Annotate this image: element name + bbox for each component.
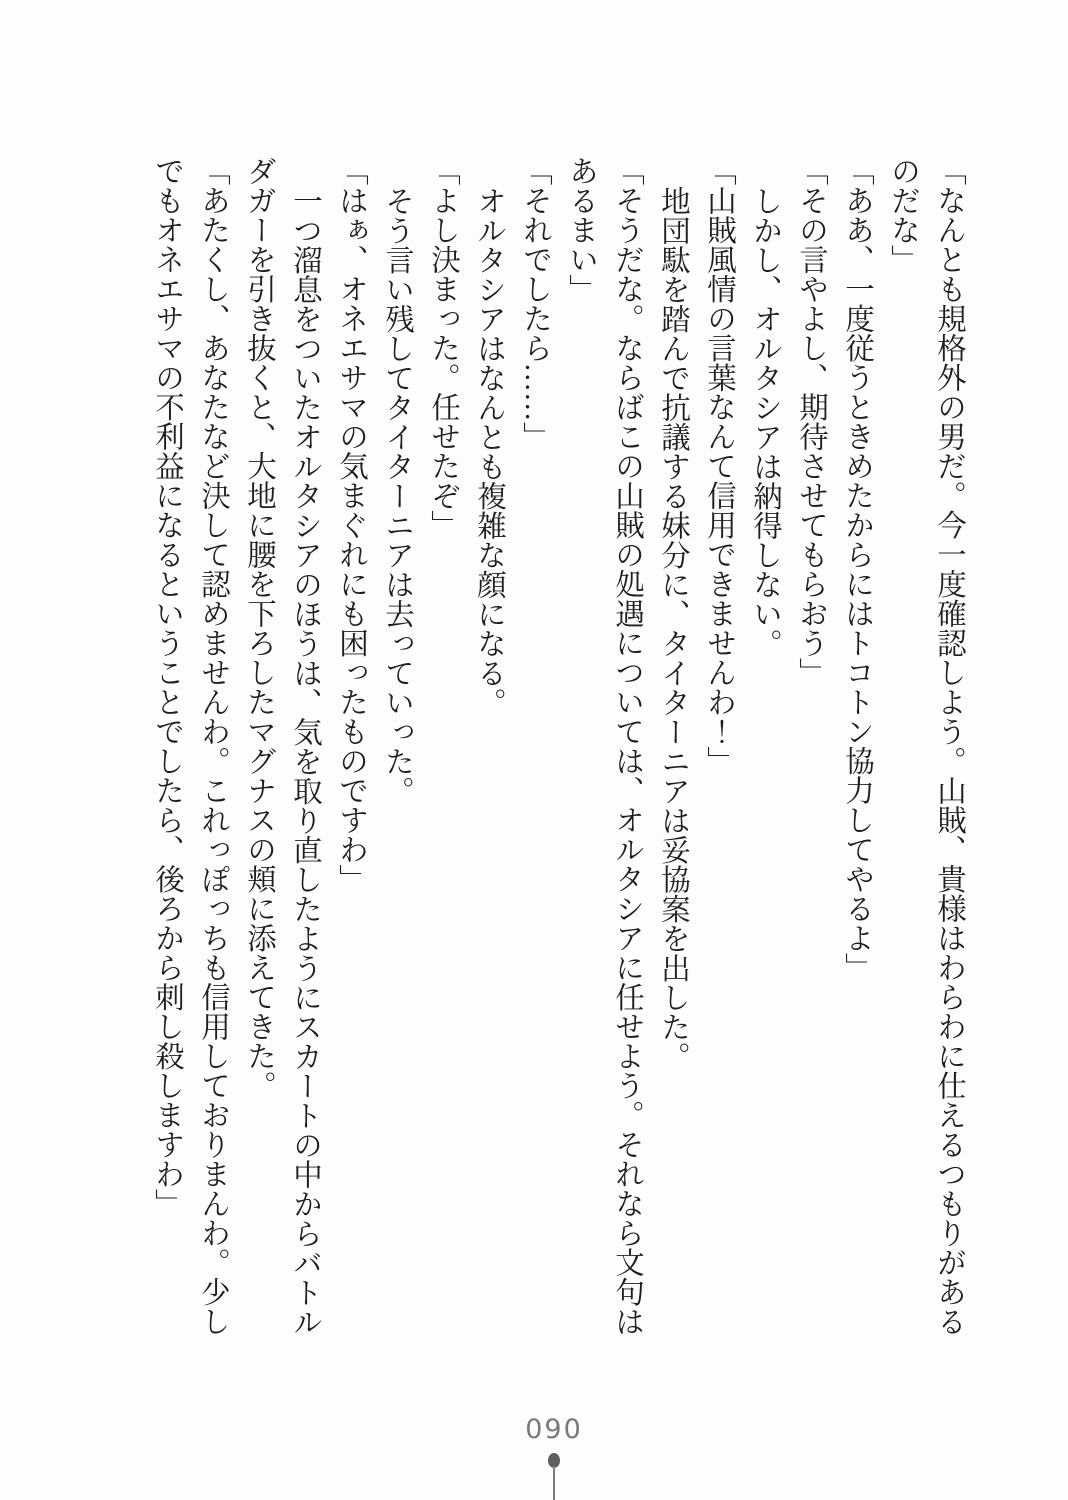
vertical-text-block xyxy=(144,156,972,1337)
paragraph: 「そうだな。ならばこの山賊の処遇については、オルタシアに任せよう。それなら文句はあるまい」 xyxy=(565,156,643,1336)
paragraph: 「ああ、一度従うときめたからにはトコトン協力してやるよ」 xyxy=(841,156,873,982)
footer-line-ornament xyxy=(553,1466,555,1500)
paragraph: 「あたくし、あなたなど決して認めませんわ。これっぽっちも信用しておりまんわ。少しでもオネエサマの不利益になるということでしたら、後ろから刺し殺しますわ」 xyxy=(151,156,229,1336)
paragraph: 「なんとも規格外の男だ。今一度確認しよう。山賊、貴様はわらわに仕えるつもりがあるのだな」 xyxy=(887,156,965,1336)
paragraph: 「それでしたら……」 xyxy=(519,156,551,451)
paragraph: オルタシアはなんとも複雑な顔になる。 xyxy=(473,185,505,717)
page-number: 090 xyxy=(525,1414,583,1445)
paragraph: 一つ溜息をついたオルタシアのほうは、気を取り直したようにスカートの中からバトルダガーを引き抜くと、大地に腰を下ろしたマグナスの頬に添えてきた。 xyxy=(243,156,321,1336)
paragraph: 「その言やよし、期待させてもらおう」 xyxy=(795,156,827,687)
paragraph: 「山賊風情の言葉なんて信用できませんわ！」 xyxy=(703,156,735,776)
paragraph: そう言い残してタイターニアは去っていった。 xyxy=(381,185,413,805)
paragraph: 「よし決まった。任せたぞ」 xyxy=(427,156,459,540)
paragraph: しかし、オルタシアは納得しない。 xyxy=(749,185,781,658)
paragraph: 地団駄を踏んで抗議する妹分に、タイターニアは妥協案を出した。 xyxy=(657,185,689,1071)
paragraph: 「はぁ、オネエサマの気まぐれにも困ったものですわ」 xyxy=(335,156,367,894)
